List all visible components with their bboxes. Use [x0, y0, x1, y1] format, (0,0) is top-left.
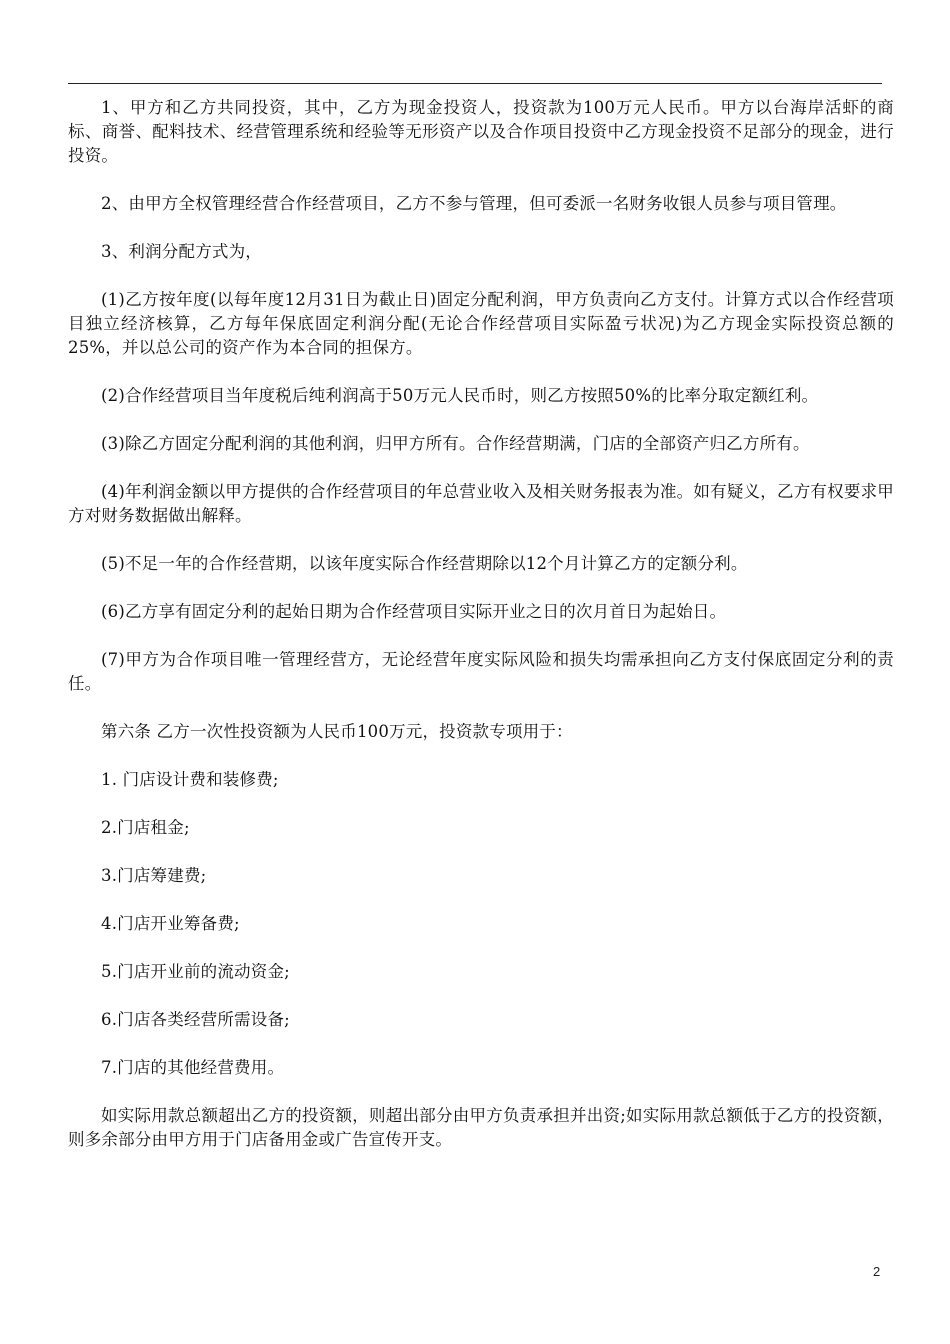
- paragraph-6: (3)除乙方固定分配利润的其他利润，归甲方所有。合作经营期满，门店的全部资产归乙方所有。: [101, 434, 810, 453]
- list-item-3: 3.门店筹建费;: [101, 866, 207, 885]
- paragraph-9: (6)乙方享有固定分利的起始日期为合作经营项目实际开业之日的次月首日为起始日。: [101, 602, 727, 621]
- header-rule: [68, 83, 882, 84]
- paragraph-2: 2、由甲方全权管理经营合作经营项目，乙方不参与管理，但可委派一名财务收银人员参与项目管理。: [101, 194, 847, 213]
- paragraph-3: 3、利润分配方式为，: [101, 242, 262, 261]
- paragraph-5: (2)合作经营项目当年度税后纯利润高于50万元人民币时，则乙方按照50%的比率分取定额红利。: [101, 386, 819, 405]
- list-item-6: 6.门店各类经营所需设备;: [101, 1010, 290, 1029]
- paragraph-4: (1)乙方按年度(以每年度12月31日为截止日)固定分配利润，甲方负责向乙方支付。计算方式以合作经营项目独立经济核算，乙方每年保底固定利润分配(无论合作经营项目实际盈亏状况)为乙方现金实际投资总额的25%，并以总公司的资产作为本合同的担保方。: [68, 290, 894, 357]
- paragraph-1: 1、甲方和乙方共同投资，其中，乙方为现金投资人，投资款为100万元人民币。甲方以台海岸活虾的商标、商誉、配料技术、经营管理系统和经验等无形资产以及合作项目投资中乙方现金投资不足部分的现金，进行投资。: [68, 98, 894, 165]
- document-body: [68, 96, 894, 1176]
- paragraph-7: (4)年利润金额以甲方提供的合作经营项目的年总营业收入及相关财务报表为准。如有疑义，乙方有权要求甲方对财务数据做出解释。: [68, 482, 894, 525]
- page-number: 2: [873, 1264, 881, 1279]
- list-item-1: 1. 门店设计费和装修费;: [101, 770, 279, 789]
- paragraph-8: (5)不足一年的合作经营期，以该年度实际合作经营期除以12个月计算乙方的定额分利。: [101, 554, 748, 573]
- closing-paragraph: 如实际用款总额超出乙方的投资额，则超出部分由甲方负责承担并出资;如实际用款总额低于乙方的投资额，则多余部分由甲方用于门店备用金或广告宣传开支。: [68, 1106, 894, 1149]
- paragraph-10: (7)甲方为合作项目唯一管理经营方，无论经营年度实际风险和损失均需承担向乙方支付保底固定分利的责任。: [68, 650, 894, 693]
- article-6-heading: 第六条 乙方一次性投资额为人民币100万元，投资款专项用于：: [101, 722, 573, 741]
- list-item-4: 4.门店开业筹备费;: [101, 914, 240, 933]
- list-item-5: 5.门店开业前的流动资金;: [101, 962, 290, 981]
- list-item-7: 7.门店的其他经营费用。: [101, 1058, 285, 1077]
- list-item-2: 2.门店租金;: [101, 818, 190, 837]
